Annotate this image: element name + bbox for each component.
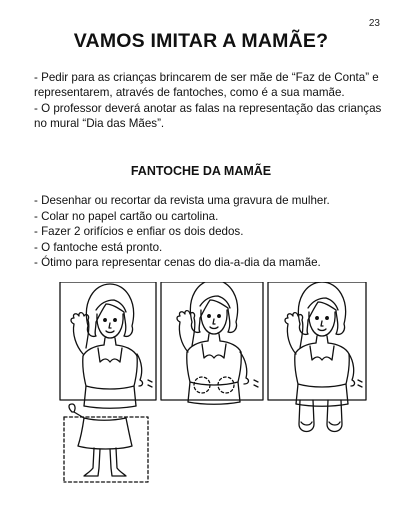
puppet-illustrations [0,282,402,512]
puppet-panel-holes [161,282,263,404]
page-number: 23 [368,18,380,29]
page-title: VAMOS IMITAR A MAMÃE? [73,30,329,52]
instruction-step-3: - Fazer 2 orifícios e enfiar os dois dedos. [34,225,244,239]
instruction-list [34,193,384,271]
puppet-panel-finished [268,282,366,432]
puppet-skirt-cutout [64,404,148,482]
intro-paragraph-2: - O professor deverá anotar as falas na representação das crianças no mural “Dia das Mães”. [34,101,382,131]
instruction-step-1: - Desenhar ou recortar da revista uma gravura de mulher. [34,194,330,207]
instruction-step-2: - Colar no papel cartão ou cartolina. [34,209,219,223]
section-title: FANTOCHE DA MAMÃE [130,164,272,178]
instruction-step-4: - O fantoche está pronto. [34,240,163,254]
instruction-step-5: - Ótimo para representar cenas do dia-a-dia da mamãe. [34,256,321,270]
intro-text [34,70,384,132]
puppet-panel-figure [60,282,156,408]
intro-paragraph-1: - Pedir para as crianças brincarem de ser mãe de “Faz de Conta” e representarem, através de fantoches, como é a sua mamãe. [34,71,379,100]
